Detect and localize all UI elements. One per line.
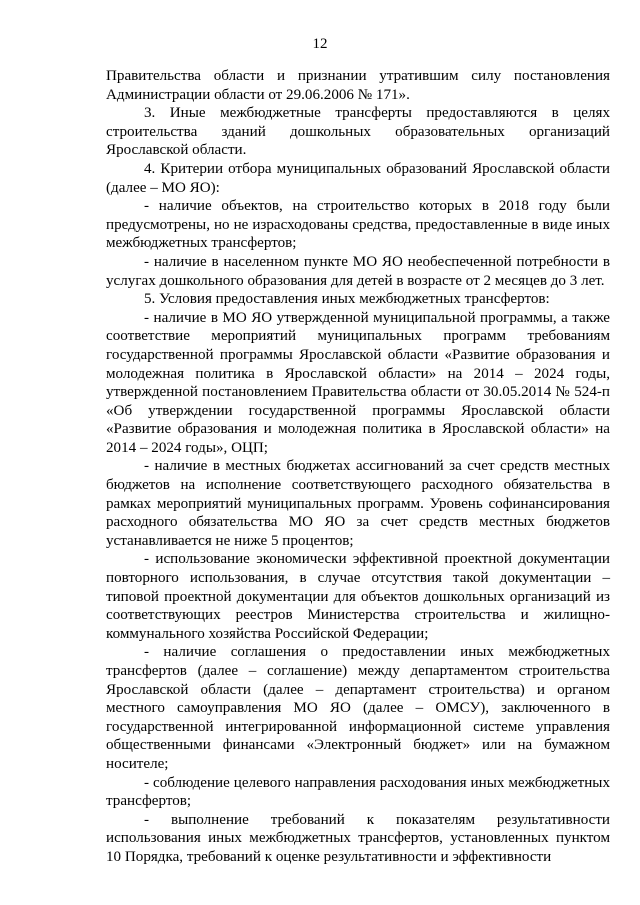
paragraph: - использование экономически эффективной проектной документации повторного использования, в случае отсутствия такой документации – типовой проектной документации для объектов дошкольных организаций из соответствующих реестров Министерства строительства и жилищно-коммунального хозяйства Российской Федерации;: [106, 551, 610, 642]
paragraph: - соблюдение целевого направления расходования иных межбюджетных трансфертов;: [106, 774, 610, 810]
paragraph: 4. Критерии отбора муниципальных образований Ярославской области (далее – МО ЯО):: [106, 160, 610, 196]
paragraph: - наличие в местных бюджетах ассигнований за счет средств местных бюджетов на исполнение соответствующего расходного обязательства в рамках мероприятий муниципальных программ. Уровень софинансирования расходного обязательства МО ЯО за счет средств местных бюджетов устанавливается не ниже 5 процентов;: [106, 458, 610, 549]
document-body: [106, 67, 610, 867]
page-number: 12: [312, 36, 328, 52]
paragraph: - наличие в населенном пункте МО ЯО необеспеченной потребности в услугах дошкольного образования для детей в возрасте от 2 месяцев до 3 лет.: [106, 253, 610, 289]
paragraph: - выполнение требований к показателям результативности использования иных межбюджетных трансфертов, установленных пунктом 10 Порядка, требований к оценке результативности и эффективности: [106, 811, 610, 865]
paragraph: 3. Иные межбюджетные трансферты предоставляются в целях строительства зданий дошкольных образовательных организаций Ярославской области.: [106, 105, 610, 159]
paragraph: - наличие в МО ЯО утвержденной муниципальной программы, а также соответствие мероприятий муниципальных программ требованиям государственной программы Ярославской области «Развитие образования и молодежная политика в Ярославской области» на 2014 – 2024 годы, утвержденной постановлением Правительства области от 30.05.2014 № 524-п «Об утверждении государственной программы Ярославской области «Развитие образования и молодежная политика в Ярославской области» на 2014 – 2024 годы», ОЦП;: [106, 309, 610, 456]
paragraph: - наличие объектов, на строительство которых в 2018 году были предусмотрены, но не израсходованы средства, предоставленные в виде иных межбюджетных трансфертов;: [106, 198, 610, 252]
paragraph: Правительства области и признании утратившим силу постановления Администрации области от 29.06.2006 № 171».: [106, 68, 610, 103]
paragraph: - наличие соглашения о предоставлении иных межбюджетных трансфертов (далее – соглашение) между департаментом строительства Ярославской области (далее – департамент строительства) и органом местного самоуправления МО ЯО (далее – ОМСУ), заключенного в государственной интегрированной информационной системе управления общественными финансами «Электронный бюджет» или на бумажном носителе;: [106, 644, 610, 772]
paragraph: 5. Условия предоставления иных межбюджетных трансфертов:: [144, 291, 550, 308]
